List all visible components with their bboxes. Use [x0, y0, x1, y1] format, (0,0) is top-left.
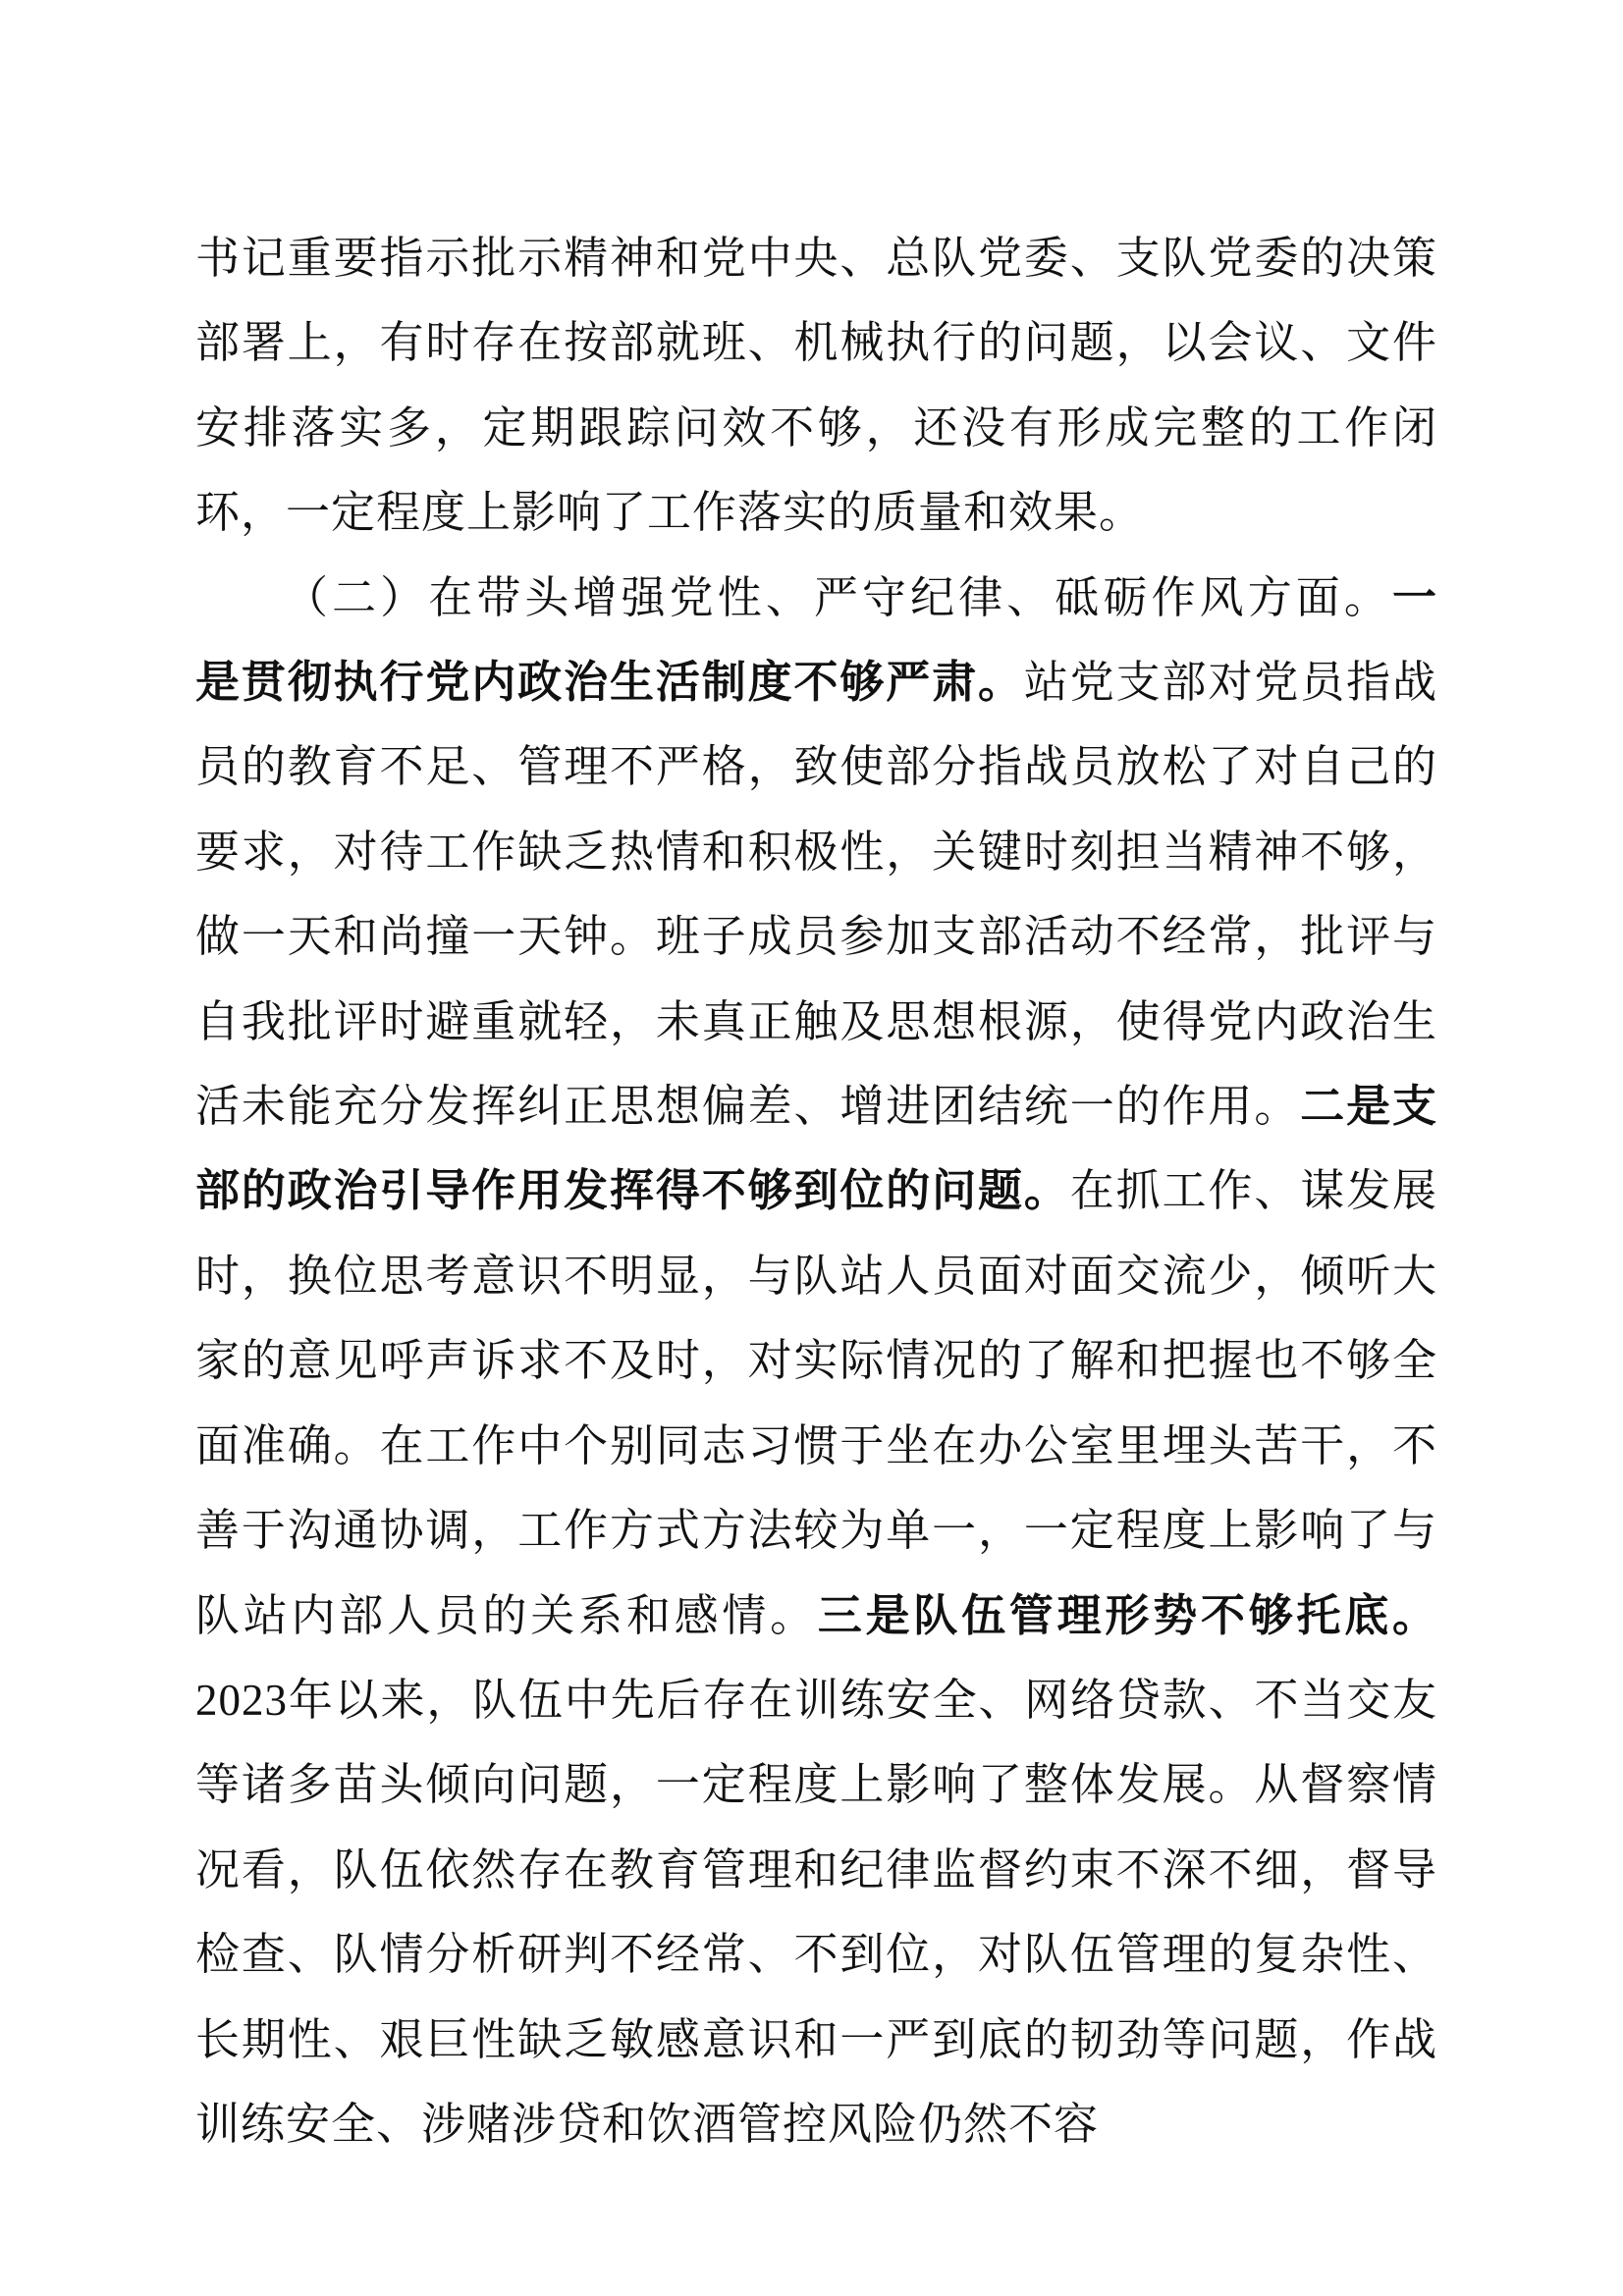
document-page — [195, 216, 1437, 2166]
point-one-title: 一是贯彻执行党内政治生活制度不够严肃。 — [195, 570, 1437, 709]
paragraph-continuation: 书记重要指示批示精神和党中央、总队党委、支队党委的决策部署上，有时存在按部就班、机械执行的问题，以会议、文件安排落实多，定期跟踪问效不够，还没有形成完整的工作闭环，一定程度上影响了工作落实的质量和效果。 — [195, 232, 1437, 539]
point-one-text: 站党支部对党员指战员的教育不足、管理不严格，致使部分指战员放松了对自己的要求，对待工作缺乏热情和积极性，关键时刻担当精神不够，做一天和尚撞一天钟。班子成员参加支部活动不经常，批评与自我批评时避重就轻，未真正触及思想根源，使得党内政治生活未能充分发挥纠正思想偏差、增进团结统一的作用。 — [195, 656, 1437, 1133]
point-two-text: 在抓工作、谋发展时，换位思考意识不明显，与队站人员面对面交流少，倾听大家的意见呼声诉求不及时，对实际情况的了解和把握也不够全面准确。在工作中个别同志习惯于坐在办公室里埋头苦干，不善于沟通协调，工作方式方法较为单一，一定程度上影响了与队站内部人员的关系和感情。 — [195, 1164, 1437, 1641]
paragraph-section-two — [195, 556, 1437, 2167]
section-subheading: （二）在带头增强党性、严守纪律、砥砺作风方面。 — [284, 570, 1392, 623]
point-three-year: 2023 — [195, 1675, 288, 1725]
point-three-text: 年以来，队伍中先后存在训练安全、网络贷款、不当交友等诸多苗头倾向问题，一定程度上影响了整体发展。从督察情况看，队伍依然存在教育管理和纪律监督约束不深不细，督导检查、队情分析研判不经常、不到位，对队伍管理的复杂性、长期性、艰巨性缺乏敏感意识和一严到底的韧劲等问题，作战训练安全、涉赌涉贷和饮酒管控风险仍然不容 — [195, 1673, 1437, 2150]
point-three-title: 三是队伍管理形势不够托底。 — [817, 1588, 1437, 1641]
point-two-title: 二是支部的政治引导作用发挥得不够到位的问题。 — [195, 1080, 1437, 1217]
